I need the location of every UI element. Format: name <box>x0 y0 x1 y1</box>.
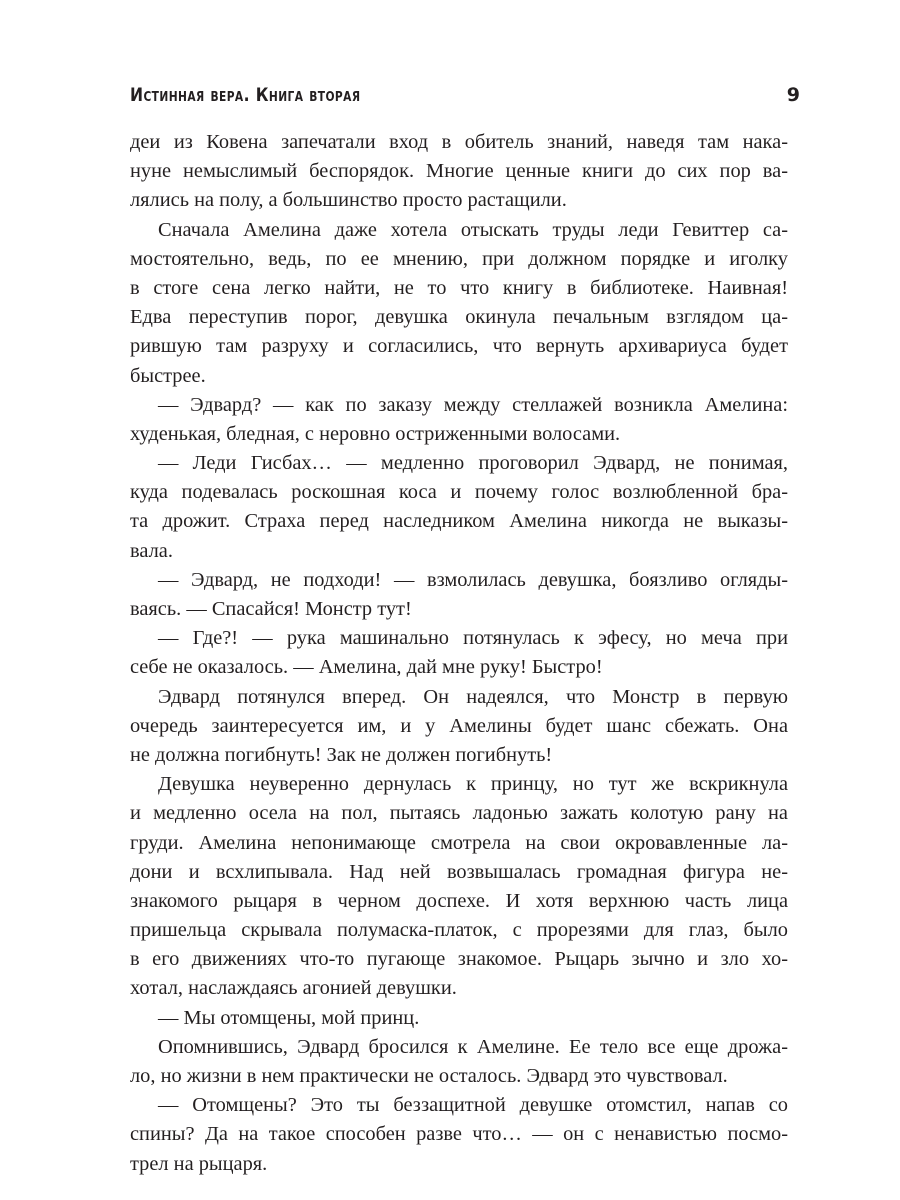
text-line: Сначала Амелина даже хотела отыскать труды леди Гевиттер са- <box>158 218 788 241</box>
text-line: знакомого рыцаря в черном доспехе. И хотя верхнюю часть лица <box>130 889 788 912</box>
text-line: Девушка неуверенно дернулась к принцу, но тут же вскрикнула <box>158 773 788 796</box>
text-line: быстрее. <box>130 364 206 387</box>
text-line: — Эдвард, не подходи! — взмолилась девушка, боязливо огляды- <box>158 568 788 591</box>
text-line: ло, но жизни в нем практически не осталось. Эдвард это чувствовал. <box>130 1065 728 1087</box>
text-line: куда подевалась роскошная коса и почему голос возлюбленной бра- <box>130 481 788 504</box>
text-line: очередь заинтересуется им, и у Амелины будет шанс сбежать. Она <box>130 714 788 737</box>
text-line: груди. Амелина непонимающе смотрела на свои окровавленные ла- <box>130 831 788 854</box>
text-line: трел на рыцаря. <box>130 1152 268 1175</box>
text-line: — Мы отомщены, мой принц. <box>158 1006 420 1029</box>
text-line: — Эдвард? — как по заказу между стеллажей возникла Амелина: <box>158 393 788 416</box>
text-line: — Отомщены? Это ты беззащитной девушке отомстил, напав со <box>158 1094 788 1117</box>
text-line: мостоятельно, ведь, по ее мнению, при должном порядке и иголку <box>130 247 788 270</box>
text-line: и медленно осела на пол, пытаясь ладонью зажать колотую рану на <box>130 802 788 825</box>
text-line: ваясь. — Спасайся! Монстр тут! <box>130 598 412 620</box>
text-line: деи из Ковена запечатали вход в обитель знаний, наведя там нака- <box>130 131 788 153</box>
text-line: дони и всхлипывала. Над ней возвышалась громадная фигура не- <box>130 860 788 883</box>
text-line: худенькая, бледная, с неровно остриженными волосами. <box>130 422 621 445</box>
text-line: нуне немыслимый беспорядок. Многие ценные книги до сих пор ва- <box>130 160 788 183</box>
text-line: не должна погибнуть! Зак не должен погибнуть! <box>130 743 553 766</box>
text-line: — Леди Гисбах… — медленно проговорил Эдвард, не понимая, <box>158 452 788 475</box>
text-line: пришельца скрывала полумаска-платок, с прорезями для глаз, было <box>130 919 788 942</box>
running-title: Истинная вера. Книга вторая <box>130 84 361 106</box>
text-line: спины? Да на такое способен разве что… — он с ненавистью посмо- <box>130 1123 788 1146</box>
body-text <box>130 128 788 1179</box>
text-line: рившую там разруху и согласились, что вернуть архивариуса будет <box>130 335 788 358</box>
text-line: вала. <box>130 539 173 562</box>
text-line: Эдвард потянулся вперед. Он надеялся, что Монстр в первую <box>158 685 788 708</box>
text-line: та дрожит. Страха перед наследником Амелина никогда не выказы- <box>130 510 788 533</box>
text-line: себе не оказалось. — Амелина, дай мне руку! Быстро! <box>130 656 603 679</box>
text-line: Опомнившись, Эдвард бросился к Амелине. Ее тело все еще дрожа- <box>158 1035 788 1058</box>
text-line: в его движениях что-то пугающе знакомое. Рыцарь зычно и зло хо- <box>130 948 788 971</box>
text-line: Едва переступив порог, девушка окинула печальным взглядом ца- <box>130 306 788 329</box>
page-number: 9 <box>786 84 800 106</box>
text-line: хотал, наслаждаясь агонией девушки. <box>130 977 457 1000</box>
text-line: лялись на полу, а большинство просто растащили. <box>130 189 567 212</box>
text-line: — Где?! — рука машинально потянулась к эфесу, но меча при <box>158 627 788 650</box>
text-line: в стоге сена легко найти, не то что книгу в библиотеке. Наивная! <box>130 276 788 299</box>
